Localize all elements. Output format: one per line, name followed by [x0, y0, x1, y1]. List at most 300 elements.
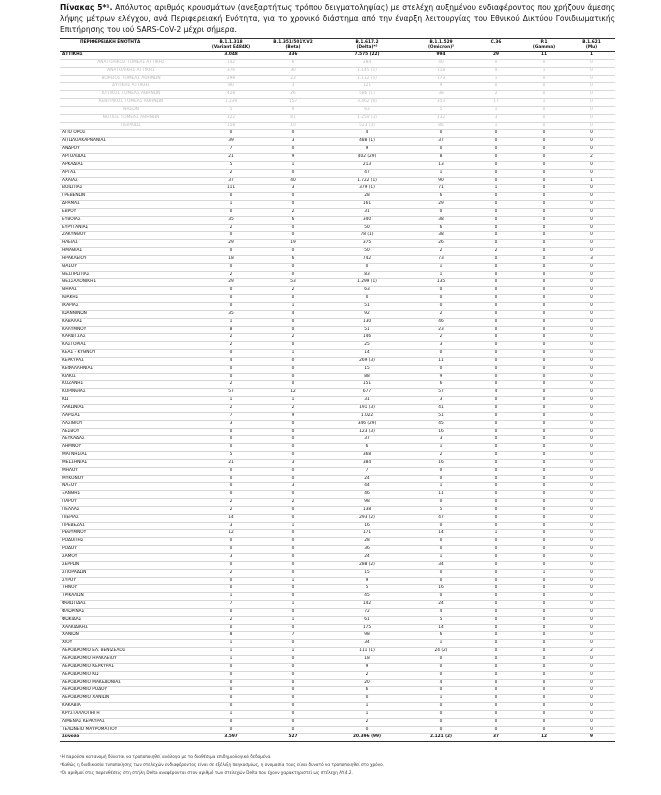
value-cell: 2 [200, 506, 262, 514]
value-cell: 288 (2) [324, 561, 410, 569]
value-cell: 0 [262, 491, 324, 499]
value-cell: 38 [410, 91, 472, 99]
table-row [60, 467, 615, 475]
value-cell: 0 [472, 624, 520, 632]
region-name-cell: ΘΑΣΟΥ [60, 263, 200, 271]
value-cell: 14 [410, 530, 472, 538]
value-cell: 0 [568, 522, 615, 530]
table-row [60, 350, 615, 358]
value-cell: 90 [410, 177, 472, 185]
value-cell: 0 [262, 546, 324, 554]
column-header-line2 [80, 45, 200, 50]
value-cell: 9 [262, 153, 324, 161]
value-cell: 0 [262, 263, 324, 271]
value-cell: 0 [472, 326, 520, 334]
value-cell: 0 [568, 295, 615, 303]
value-cell: 0 [520, 295, 568, 303]
value-cell: 10 [262, 122, 324, 130]
value-cell: 0 [472, 554, 520, 562]
region-name-cell: ΛΑΡΙΣΑΣ [60, 412, 200, 420]
value-cell: 0 [472, 216, 520, 224]
region-name-cell: ΣΑΜΟΥ [60, 554, 200, 562]
table-row [60, 554, 615, 562]
value-cell: 171 [324, 530, 410, 538]
region-name-cell: ΞΑΝΘΗΣ [60, 491, 200, 499]
value-cell: 2 [200, 169, 262, 177]
region-name-cell: ΣΕΡΡΩΝ [60, 561, 200, 569]
value-cell: 0 [520, 404, 568, 412]
region-name-cell: ΚΟΡΙΝΘΙΑΣ [60, 389, 200, 397]
region-name-cell: ΚΑΚΑΒΙΑ [60, 703, 200, 711]
value-cell: 0 [472, 373, 520, 381]
total-value-cell: 9 [568, 734, 615, 742]
value-cell: 29 [410, 201, 472, 209]
value-cell: 2 [410, 334, 472, 342]
value-cell: 0 [520, 130, 568, 138]
value-cell: 1 [262, 616, 324, 624]
value-cell: 0 [200, 546, 262, 554]
table-row [60, 538, 615, 546]
value-cell: 0 [472, 695, 520, 703]
value-cell: 0 [472, 201, 520, 209]
table-row [60, 397, 615, 405]
column-header-line1: B.1.621 [582, 40, 601, 45]
value-cell: 0 [568, 655, 615, 663]
column-header-line2 [472, 45, 520, 50]
value-cell: 0 [568, 554, 615, 562]
value-cell: 0 [472, 381, 520, 389]
value-cell: 523 (3) [324, 122, 410, 130]
value-cell: 14 [410, 624, 472, 632]
value-cell: 0 [200, 373, 262, 381]
value-cell: 0 [262, 671, 324, 679]
column-header-line2: (Gamma) [532, 45, 556, 50]
total-value-cell: 37 [472, 734, 520, 742]
value-cell: 0 [472, 310, 520, 318]
value-cell: 9 [324, 663, 410, 671]
value-cell: 0 [472, 318, 520, 326]
region-name-cell: ΑΕΡΟΔΡΟΜΙΟ ΕΛ. ΒΕΝΙΖΕΛΟΣ [60, 648, 200, 656]
table-subrow [60, 75, 615, 83]
value-cell: 0 [262, 624, 324, 632]
value-cell: 0 [520, 216, 568, 224]
value-cell: 0 [262, 514, 324, 522]
value-cell: 0 [568, 569, 615, 577]
region-name-cell: ΝΟΤΙΟΣ ΤΟΜΕΑΣ ΑΘΗΝΩΝ [60, 114, 200, 122]
table-row [60, 365, 615, 373]
value-cell: 336 [262, 52, 324, 60]
value-cell: 0 [262, 420, 324, 428]
value-cell: 0 [568, 695, 615, 703]
value-cell: 0 [568, 624, 615, 632]
value-cell: 50 [324, 248, 410, 256]
table-row [60, 499, 615, 507]
value-cell: 0 [568, 491, 615, 499]
value-cell: 1 [410, 640, 472, 648]
value-cell: 0 [200, 687, 262, 695]
value-cell: 0 [200, 475, 262, 483]
table-row [60, 318, 615, 326]
table-row [60, 703, 615, 711]
value-cell: 34 [324, 640, 410, 648]
value-cell: 1 [520, 67, 568, 75]
value-cell: 28 [324, 538, 410, 546]
region-name-cell: ΧΑΝΙΩΝ [60, 632, 200, 640]
value-cell: 0 [200, 703, 262, 711]
value-cell: 0 [520, 640, 568, 648]
value-cell: 0 [520, 201, 568, 209]
value-cell: 0 [568, 616, 615, 624]
value-cell: 0 [262, 342, 324, 350]
value-cell: 0 [200, 718, 262, 726]
value-cell: 0 [262, 608, 324, 616]
value-cell: 0 [568, 397, 615, 405]
value-cell: 0 [568, 208, 615, 216]
value-cell: 0 [472, 208, 520, 216]
value-cell: 25 [324, 342, 410, 350]
value-cell: 0 [200, 350, 262, 358]
value-cell: 0 [568, 601, 615, 609]
value-cell: 0 [410, 577, 472, 585]
value-cell: 6 [262, 216, 324, 224]
value-cell: 0 [472, 671, 520, 679]
value-cell: 9 [410, 373, 472, 381]
value-cell: 0 [262, 444, 324, 452]
value-cell: 0 [568, 459, 615, 467]
value-cell: 1 [262, 648, 324, 656]
value-cell: 81 [262, 114, 324, 122]
value-cell: 0 [472, 224, 520, 232]
table-row [60, 326, 615, 334]
value-cell: 24 [324, 475, 410, 483]
value-cell: 0 [520, 326, 568, 334]
value-cell: 0 [520, 350, 568, 358]
value-cell: 29 [472, 52, 520, 60]
value-cell: 0 [262, 530, 324, 538]
value-cell: 0 [568, 452, 615, 460]
region-name-cell: ΚΑΒΑΛΑΣ [60, 318, 200, 326]
value-cell: 0 [410, 703, 472, 711]
value-cell: 39 [200, 138, 262, 146]
table-row [60, 232, 615, 240]
table-row [60, 585, 615, 593]
value-cell: 0 [262, 640, 324, 648]
column-header [60, 39, 200, 52]
region-name-cell: ΔΡΑΜΑΣ [60, 201, 200, 209]
value-cell: 18 [200, 255, 262, 263]
value-cell: 0 [472, 153, 520, 161]
value-cell: 0 [262, 248, 324, 256]
value-cell: 15 [324, 569, 410, 577]
value-cell: 1 [200, 318, 262, 326]
value-cell: 0 [200, 287, 262, 295]
value-cell: 0 [568, 373, 615, 381]
value-cell: 24 [410, 601, 472, 609]
table-subrow [60, 106, 615, 114]
value-cell: 0 [520, 75, 568, 83]
value-cell: 2 [200, 342, 262, 350]
value-cell: 0 [520, 263, 568, 271]
value-cell: 0 [262, 593, 324, 601]
value-cell: 1 [200, 397, 262, 405]
value-cell: 6 [410, 632, 472, 640]
value-cell: 9 [324, 577, 410, 585]
value-cell: 5 [324, 585, 410, 593]
value-cell: 0 [410, 365, 472, 373]
value-cell: 72 [324, 608, 410, 616]
value-cell: 0 [520, 91, 568, 99]
table-row [60, 679, 615, 687]
value-cell: 1.145 (1) [324, 67, 410, 75]
value-cell: 0 [472, 499, 520, 507]
value-cell: 0 [262, 271, 324, 279]
table-row [60, 357, 615, 365]
value-cell: 118 [410, 67, 472, 75]
value-cell: 1 [472, 122, 520, 130]
value-cell: 0 [472, 459, 520, 467]
region-name-cell: ΑΝΔΡΟΥ [60, 146, 200, 154]
value-cell: 37 [410, 138, 472, 146]
value-cell: 0 [568, 357, 615, 365]
value-cell: 98 [324, 632, 410, 640]
value-cell: 35 [200, 310, 262, 318]
value-cell: 47 [324, 169, 410, 177]
value-cell: 34 [410, 561, 472, 569]
value-cell: 7 [200, 601, 262, 609]
value-cell: 18 [324, 655, 410, 663]
value-cell: 0 [520, 624, 568, 632]
value-cell: 45 [410, 420, 472, 428]
value-cell: 0 [262, 663, 324, 671]
region-name-cell: ΘΗΡΑΣ [60, 287, 200, 295]
table-row [60, 687, 615, 695]
table-row [60, 710, 615, 718]
value-cell: 0 [520, 83, 568, 91]
value-cell: 0 [520, 663, 568, 671]
region-name-cell: ΑΕΡΟΔΡΟΜΙΟ ΚΩ [60, 671, 200, 679]
value-cell: 0 [568, 99, 615, 107]
value-cell: 121 [324, 83, 410, 91]
region-name-cell: ΒΟΙΩΤΙΑΣ [60, 185, 200, 193]
table-row [60, 224, 615, 232]
value-cell: 26 [410, 240, 472, 248]
value-cell: 138 [324, 506, 410, 514]
value-cell: 0 [472, 350, 520, 358]
region-name-cell: ΖΑΚΥΝΘΟΥ [60, 232, 200, 240]
table-row [60, 648, 615, 656]
value-cell: 0 [262, 695, 324, 703]
value-cell: 0 [200, 295, 262, 303]
value-cell: 0 [520, 177, 568, 185]
value-cell: 4 [410, 679, 472, 687]
table-row [60, 601, 615, 609]
table-row [60, 201, 615, 209]
value-cell: 0 [568, 161, 615, 169]
value-cell: 0 [262, 561, 324, 569]
value-cell: 6 [324, 444, 410, 452]
value-cell: 20 [324, 679, 410, 687]
value-cell: 0 [410, 130, 472, 138]
value-cell: 0 [200, 193, 262, 201]
value-cell: 0 [472, 687, 520, 695]
value-cell: 269 (3) [324, 357, 410, 365]
table-row [60, 193, 615, 201]
value-cell: 379 (1) [324, 185, 410, 193]
value-cell: 0 [520, 169, 568, 177]
value-cell: 2 [568, 648, 615, 656]
value-cell: 175 [324, 624, 410, 632]
region-name-cell: ΑΝΑΤΟΛΙΚΟΣ ΤΟΜΕΑΣ ΑΤΤΙΚΗΣ [60, 59, 200, 67]
variants-table [60, 38, 615, 742]
value-cell: 0 [472, 59, 520, 67]
region-name-cell: ΑΡΤΑΣ [60, 169, 200, 177]
value-cell: 0 [410, 546, 472, 554]
value-cell: 0 [410, 710, 472, 718]
value-cell: 0 [520, 287, 568, 295]
value-cell: 0 [262, 452, 324, 460]
table-row [60, 608, 615, 616]
value-cell: 0 [472, 585, 520, 593]
value-cell: 86 [410, 122, 472, 130]
table-row [60, 248, 615, 256]
value-cell: 0 [200, 608, 262, 616]
table-row [60, 412, 615, 420]
value-cell: 8 [410, 153, 472, 161]
value-cell: 0 [568, 483, 615, 491]
table-row [60, 546, 615, 554]
value-cell: 0 [520, 601, 568, 609]
value-cell: 0 [520, 483, 568, 491]
value-cell: 0 [472, 718, 520, 726]
value-cell: 0 [472, 342, 520, 350]
value-cell: 0 [568, 506, 615, 514]
value-cell: 488 (1) [324, 138, 410, 146]
value-cell: 9 [262, 412, 324, 420]
value-cell: 0 [472, 436, 520, 444]
value-cell: 0 [568, 663, 615, 671]
value-cell: 0 [520, 138, 568, 146]
value-cell: 0 [520, 381, 568, 389]
region-name-cell: ΤΗΝΟΥ [60, 585, 200, 593]
value-cell: 0 [472, 679, 520, 687]
value-cell: 11 [520, 52, 568, 60]
value-cell: 0 [520, 506, 568, 514]
value-cell: 0 [472, 177, 520, 185]
region-name-cell: ΚΑΣΤΟΡΙΑΣ [60, 342, 200, 350]
table-row [60, 334, 615, 342]
column-header [472, 39, 520, 52]
column-header-line1: ΠΕΡΙΦΕΡΕΙΑΚΗ ΕΝΟΤΗΤΑ [80, 40, 141, 45]
region-name-cell: ΙΩΑΝΝΙΝΩΝ [60, 310, 200, 318]
value-cell: 0 [472, 593, 520, 601]
value-cell: 1 [324, 703, 410, 711]
value-cell: 0 [472, 83, 520, 91]
value-cell: 1 [200, 710, 262, 718]
value-cell: 0 [262, 295, 324, 303]
value-cell: 2 [200, 616, 262, 624]
value-cell: 0 [472, 640, 520, 648]
value-cell: 4 [324, 130, 410, 138]
value-cell: 0 [472, 232, 520, 240]
region-name-cell: ΗΛΕΙΑΣ [60, 240, 200, 248]
value-cell: 0 [262, 193, 324, 201]
value-cell: 7 [200, 412, 262, 420]
value-cell: 0 [262, 357, 324, 365]
value-cell: 994 [410, 52, 472, 60]
value-cell: 293 (2) [324, 514, 410, 522]
region-name-cell: ΤΡΙΚΑΛΩΝ [60, 593, 200, 601]
value-cell: 1 [568, 52, 615, 60]
value-cell: 0 [200, 208, 262, 216]
table-row [60, 271, 615, 279]
table-row [60, 483, 615, 491]
value-cell: 0 [568, 138, 615, 146]
region-name-cell: ΘΕΣΠΡΩΤΙΑΣ [60, 271, 200, 279]
value-cell: 0 [520, 208, 568, 216]
value-cell: 13 [410, 161, 472, 169]
value-cell: 0 [520, 255, 568, 263]
value-cell: 50 [324, 224, 410, 232]
region-name-cell: ΠΑΡΟΥ [60, 499, 200, 507]
value-cell: 0 [410, 655, 472, 663]
region-name-cell: ΧΙΟΥ [60, 640, 200, 648]
value-cell: 0 [200, 585, 262, 593]
value-cell: 2 [472, 91, 520, 99]
value-cell: 6 [262, 59, 324, 67]
footnotes [60, 753, 620, 777]
value-cell: 0 [410, 499, 472, 507]
value-cell: 0 [568, 350, 615, 358]
value-cell: 0 [472, 538, 520, 546]
value-cell: 0 [472, 420, 520, 428]
value-cell: 1 [262, 350, 324, 358]
table-body [60, 52, 615, 742]
region-name-cell: ΑΝΑΤΟΛΙΚΗΣ ΑΤΤΙΚΗΣ [60, 67, 200, 75]
value-cell: 53 [262, 279, 324, 287]
value-cell: 0 [262, 428, 324, 436]
table-row [60, 444, 615, 452]
value-cell: 0 [472, 279, 520, 287]
value-cell: 0 [520, 240, 568, 248]
value-cell: 0 [262, 538, 324, 546]
table-row [60, 514, 615, 522]
value-cell: 2 [324, 718, 410, 726]
value-cell: 0 [410, 475, 472, 483]
value-cell: 0 [520, 232, 568, 240]
value-cell: 0 [324, 726, 410, 734]
table-row [60, 279, 615, 287]
table-row [60, 506, 615, 514]
region-name-cell: ΛΕΣΒΟΥ [60, 428, 200, 436]
value-cell: 0 [568, 334, 615, 342]
value-cell: 8 [200, 632, 262, 640]
region-name-cell: ΒΟΡΕΙΟΣ ΤΟΜΕΑΣ ΑΘΗΝΩΝ [60, 75, 200, 83]
value-cell: 111 (1) [324, 648, 410, 656]
value-cell: 3 [262, 138, 324, 146]
region-name-cell: ΦΘΙΩΤΙΔΑΣ [60, 601, 200, 609]
value-cell: 0 [200, 695, 262, 703]
value-cell: 0 [520, 459, 568, 467]
value-cell: 0 [520, 726, 568, 734]
value-cell: 0 [568, 726, 615, 734]
region-name-cell: ΣΥΡΟΥ [60, 577, 200, 585]
value-cell: 0 [520, 357, 568, 365]
value-cell: 0 [472, 601, 520, 609]
region-name-cell: ΑΕΡΟΔΡΟΜΙΟ ΧΑΝΙΩΝ [60, 695, 200, 703]
value-cell: 2 [200, 569, 262, 577]
table-row [60, 616, 615, 624]
value-cell: 0 [568, 404, 615, 412]
